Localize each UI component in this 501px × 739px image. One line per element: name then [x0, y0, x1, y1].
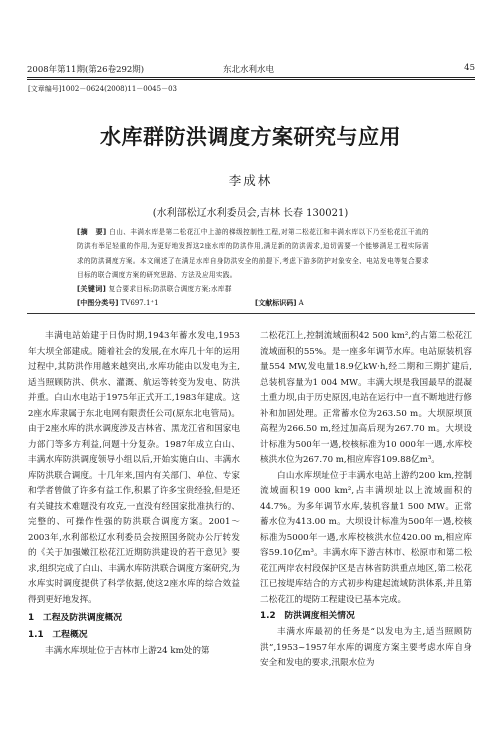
running-header	[27, 63, 475, 75]
abstract-label: [摘 要]	[77, 228, 107, 236]
subsection-heading-1-1: 1.1 工程概况	[28, 630, 88, 640]
author-affiliation: (水利部松辽水利委员会,吉林 长春 130021)	[152, 208, 349, 219]
keywords	[77, 283, 429, 294]
journal-name: 东北水利水电	[223, 65, 275, 75]
right-column	[260, 329, 472, 672]
journal-issue: 2008年第11期(第26卷292期)	[27, 65, 145, 75]
abstract-text: 白山、丰满水库是第二松花江中上游的梯级控制性工程,对第二松花江和丰满水库以下乃至松花江干流的防洪有举足轻重的作用,为更好地发挥这2座水库的防洪作用,满足新的防洪需求,迫切需要一个能够满足工程实际需求的防洪调度方案。本文阐述了在满足水库自身防洪安全的前提下,考虑下游多防护对象安全、电站发电等复合要求目标的联合调度方案的研究思路、方法及应用实践。	[77, 228, 429, 279]
keywords-text: 复合要求目标;防洪联合调度方案;水库群	[108, 285, 232, 293]
document-code	[255, 298, 304, 308]
fengman-paragraph-start: 丰满水库坝址位于吉林市上游24 km处的第	[45, 646, 210, 656]
article-title: 水库群防洪调度方案研究与应用	[100, 125, 401, 149]
section-rule	[27, 313, 475, 314]
classification-line	[77, 298, 429, 308]
document-code-label: [文献标识码]	[255, 299, 297, 307]
classification-label: [中图分类号]	[77, 299, 119, 307]
header-rule	[27, 77, 475, 78]
document-code-value: A	[298, 299, 304, 307]
section-heading-1: 1 工程及防洪调度概况	[28, 613, 123, 623]
intro-paragraph: 丰满电站始建于日伪时期,1943年蓄水发电,1953年大坝全部建成。随着社会的发展,在水库几十年的运用过程中,其防洪作用越来越突出,水库功能由以发电为主,适当照顾防洪、供水、灌溉、航运等转变为发电、防洪并重。白山水电站于1975年正式开工,1983年建成。这2座水库隶属于东北电网有限责任公司(原东北电管局)。由于2座水库的洪水调度涉及吉林省、黑龙江省和国家电力部门等多方利益,问题十分复杂。1987年成立白山、丰满水库防洪调度领导小组以后,开始实施白山、丰满水库防洪联合调度。十几年来,国内有关部门、单位、专家和学者曾做了许多有益工作,积累了许多宝贵经验,但是还有关键技术难题没有攻克,一直没有经国家批准执行的、完整的、可操作性强的防洪联合调度方案。2001～2003年,水利部松辽水利委员会按照国务院办公厅转发的《关于加强嫩江松花江近期防洪建设的若干意见》要求,组织完成了白山、丰满水库防洪联合调度方案研究,为水库实时调度提供了科学依据,使这2座水库的综合效益得到更好地发挥。	[28, 331, 240, 605]
subsection-heading-1-2: 1.2 防洪调度相关情况	[260, 611, 355, 621]
article-id: [文章编号]1002－0624(2008)11－0045－03	[28, 85, 177, 93]
baishan-paragraph: 白山水库坝址位于丰满水电站上游约200 km,控制流域面积19 000 km²,占丰满坝址以上流域面积的44.7%。为多年调节水库,装机容量1 500 MW。正常蓄水位为413.00 m。大坝设计标准为500年一遇,校核标准为5000年一遇,水库校核洪水位420.00 m,相应库容59.10亿m³。丰满水库下游吉林市、松原市和第二松花江两岸农村段保护区是吉林省防洪重点地区,第二松花江已按堤库结合的方式初步构建起流域防洪体系,并且第二松花江的堤防工程建设已基本完成。	[260, 470, 472, 605]
page-number: 45	[464, 63, 475, 73]
classification-value: TV697.1⁺1	[120, 299, 159, 307]
left-column	[28, 329, 240, 660]
header-rule-thin	[27, 79, 475, 80]
fengman-paragraph-cont: 二松花江上,控制流域面积42 500 km²,约占第二松花江流域面积的55%。是一座多年调节水库。电站原装机容量554 MW,发电量18.9亿kW·h,经二期和三期扩建后,总装机容量为1 004 MW。丰满大坝是我国最早的混凝土重力坝,由于历史原因,电站在运行中一直不断地进行修补和加固处理。正常蓄水位为263.50 m。大坝原坝顶高程为266.50 m,经过加高后现为267.70 m。大坝设计标准为500年一遇,校核标准为10 000年一遇,水库校核洪水位为267.70 m,相应库容109.88亿m³。	[260, 331, 472, 465]
abstract	[77, 225, 429, 282]
dispatch-paragraph: 丰满水库最初的任务是“以发电为主,适当照顾防洪”,1953~1957年水库的调度方案主要考虑水库自身安全和发电的要求,汛限水位为	[260, 627, 472, 668]
author-name: 李成林	[228, 173, 273, 188]
keywords-label: [关键词]	[77, 285, 107, 293]
